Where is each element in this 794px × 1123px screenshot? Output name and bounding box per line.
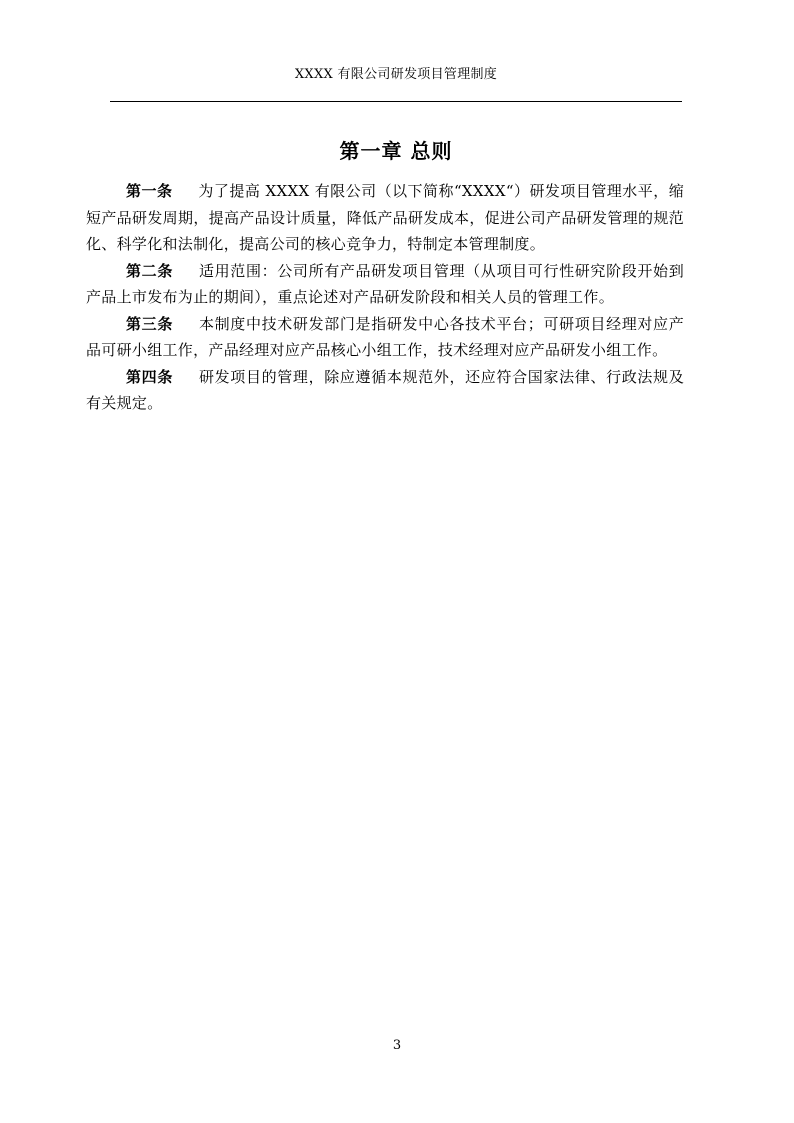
header-divider bbox=[110, 101, 682, 102]
article-1 bbox=[86, 178, 684, 258]
article-text: 为了提高 XXXX 有限公司（以下简称“XXXX“）研发项目管理水平，缩短产品研发周期，提高产品设计质量，降低产品研发成本，促进公司产品研发管理的规范化、科学化和法制化，提高公司的核心竞争力，特制定本管理制度。 bbox=[86, 182, 684, 253]
article-label: 第三条 bbox=[126, 314, 173, 333]
article-text: 适用范围：公司所有产品研发项目管理（从项目可行性研究阶段开始到产品上市发布为止的期间），重点论述对产品研发阶段和相关人员的管理工作。 bbox=[86, 261, 684, 306]
article-3 bbox=[86, 311, 684, 364]
article-text: 研发项目的管理，除应遵循本规范外，还应符合国家法律、行政法规及有关规定。 bbox=[86, 367, 684, 412]
page-header: XXXX 有限公司研发项目管理制度 bbox=[294, 67, 498, 82]
article-4 bbox=[86, 364, 684, 417]
article-2 bbox=[86, 258, 684, 311]
document-body bbox=[86, 178, 684, 417]
chapter-title: 第一章 总则 bbox=[339, 139, 453, 163]
article-text: 本制度中技术研发部门是指研发中心各技术平台；可研项目经理对应产品可研小组工作，产品经理对应产品核心小组工作，技术经理对应产品研发小组工作。 bbox=[86, 314, 684, 359]
page-number: 3 bbox=[392, 1038, 402, 1053]
article-label: 第一条 bbox=[126, 182, 173, 200]
article-label: 第二条 bbox=[126, 261, 173, 280]
article-label: 第四条 bbox=[126, 367, 173, 386]
